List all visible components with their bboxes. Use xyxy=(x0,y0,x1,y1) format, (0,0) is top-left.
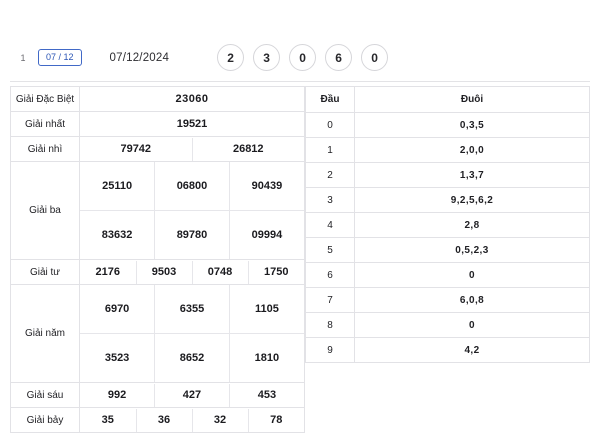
prize-values xyxy=(80,260,305,285)
dau-value: 7 xyxy=(306,288,355,313)
number-ball: 3 xyxy=(253,44,280,71)
head-tail-table xyxy=(305,86,590,363)
page-number: 1 xyxy=(20,52,26,63)
table-row xyxy=(306,263,590,288)
table-row xyxy=(11,162,305,260)
dau-value: 0 xyxy=(306,113,355,138)
prize-label: Giải bảy xyxy=(11,408,80,433)
prize-label: Giải Đặc Biệt xyxy=(11,87,80,112)
table-row xyxy=(11,137,305,162)
prize-table xyxy=(10,86,305,433)
prize-values xyxy=(80,87,305,112)
table-row xyxy=(11,408,305,433)
number-ball: 0 xyxy=(289,44,316,71)
duoi-value: 2,8 xyxy=(355,213,590,238)
number-ball: 0 xyxy=(361,44,388,71)
dau-value: 3 xyxy=(306,188,355,213)
prize-number: 1810 xyxy=(229,334,304,383)
prize-label: Giải ba xyxy=(11,162,80,260)
prize-number: 09994 xyxy=(229,211,304,260)
prize-values xyxy=(80,383,305,408)
prize-number: 23060 xyxy=(175,93,209,105)
table-row xyxy=(306,288,590,313)
table-row xyxy=(306,338,590,363)
dau-value: 6 xyxy=(306,263,355,288)
prize-number: 35 xyxy=(101,414,114,426)
prize-number: 9503 xyxy=(136,261,192,284)
dau-value: 4 xyxy=(306,213,355,238)
prize-number: 19521 xyxy=(176,118,208,130)
prize-number: 90439 xyxy=(229,162,304,211)
prize-values xyxy=(80,408,305,433)
prize-number: 25110 xyxy=(102,180,133,192)
prize-number: 6355 xyxy=(155,285,230,334)
prize-number: 0748 xyxy=(192,261,248,284)
duoi-value: 4,2 xyxy=(355,338,590,363)
prize-label: Giải nhất xyxy=(11,112,80,137)
dau-value: 8 xyxy=(306,313,355,338)
prize-number: 36 xyxy=(136,409,192,432)
dau-value: 2 xyxy=(306,163,355,188)
duoi-value: 0 xyxy=(355,263,590,288)
special-number-balls xyxy=(217,44,388,71)
prize-number: 8652 xyxy=(155,334,230,383)
prize-values xyxy=(80,285,305,383)
table-row xyxy=(306,213,590,238)
duoi-value: 0,5,2,3 xyxy=(355,238,590,263)
table-row xyxy=(306,188,590,213)
prize-number: 1750 xyxy=(248,261,304,284)
table-row xyxy=(306,313,590,338)
column-header-duoi: Đuôi xyxy=(355,87,590,113)
prize-number: 83632 xyxy=(80,211,155,260)
table-row xyxy=(11,260,305,285)
duoi-value: 1,3,7 xyxy=(355,163,590,188)
prize-number: 427 xyxy=(155,384,230,407)
table-row xyxy=(11,285,305,383)
duoi-value: 9,2,5,6,2 xyxy=(355,188,590,213)
table-row xyxy=(306,138,590,163)
table-row xyxy=(306,238,590,263)
number-ball: 2 xyxy=(217,44,244,71)
prize-number: 78 xyxy=(248,409,304,432)
table-row xyxy=(306,113,590,138)
duoi-value: 0 xyxy=(355,313,590,338)
table-row xyxy=(11,383,305,408)
duoi-value: 0,3,5 xyxy=(355,113,590,138)
column-header-dau: Đầu xyxy=(306,87,355,113)
prize-number: 79742 xyxy=(120,143,152,155)
result-date: 07/12/2024 xyxy=(109,51,170,64)
prize-number: 2176 xyxy=(95,266,120,278)
prize-number: 89780 xyxy=(155,211,230,260)
date-chip-button[interactable]: 07 / 12 xyxy=(38,49,82,66)
prize-number: 6970 xyxy=(104,303,130,315)
table-row xyxy=(306,163,590,188)
prize-values xyxy=(80,162,305,260)
prize-number: 26812 xyxy=(192,138,304,161)
prize-values xyxy=(80,112,305,137)
table-row xyxy=(11,87,305,112)
dau-value: 9 xyxy=(306,338,355,363)
prize-number: 3523 xyxy=(80,334,155,383)
results-area xyxy=(10,86,590,433)
table-row xyxy=(11,112,305,137)
dau-value: 5 xyxy=(306,238,355,263)
dau-value: 1 xyxy=(306,138,355,163)
result-header-bar xyxy=(10,34,590,82)
prize-label: Giải sáu xyxy=(11,383,80,408)
table-header-row xyxy=(306,87,590,113)
prize-label: Giải tư xyxy=(11,260,80,285)
prize-label: Giải năm xyxy=(11,285,80,383)
duoi-value: 6,0,8 xyxy=(355,288,590,313)
prize-number: 453 xyxy=(229,384,304,407)
prize-number: 32 xyxy=(192,409,248,432)
prize-number: 06800 xyxy=(155,162,230,211)
prize-values xyxy=(80,137,305,162)
number-ball: 6 xyxy=(325,44,352,71)
prize-label: Giải nhì xyxy=(11,137,80,162)
duoi-value: 2,0,0 xyxy=(355,138,590,163)
prize-number: 1105 xyxy=(229,285,304,334)
prize-number: 992 xyxy=(107,389,127,401)
